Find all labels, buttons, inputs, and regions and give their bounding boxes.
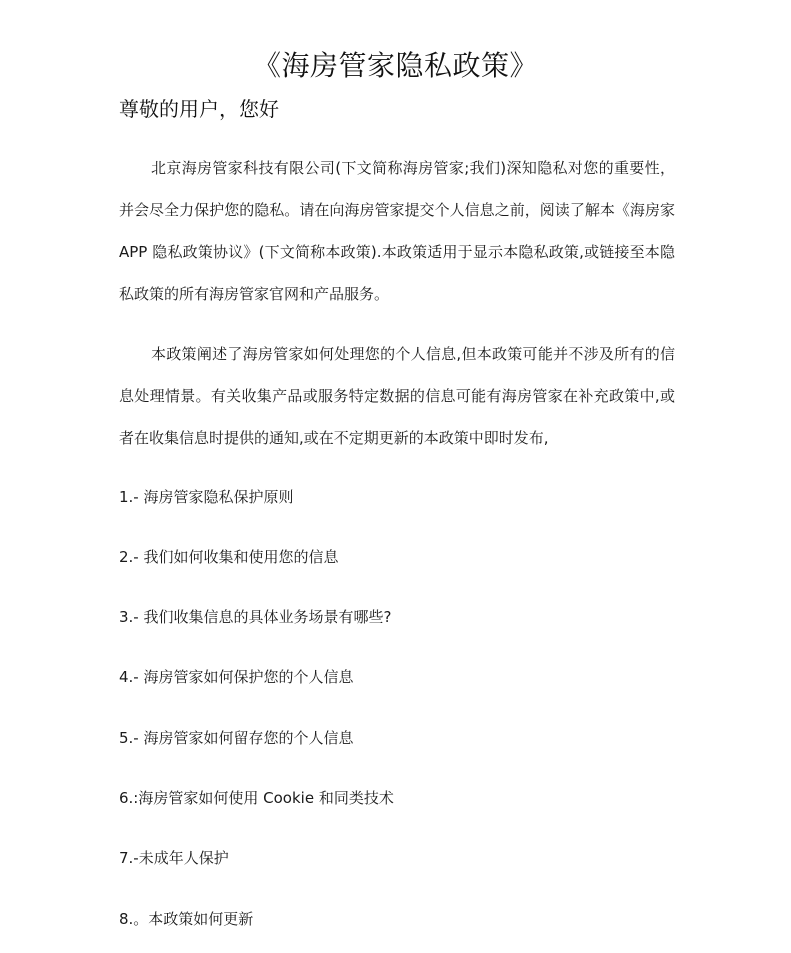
- intro-paragraph: 北京海房管家科技有限公司(下文简称海房管家;我们)深知隐私对您的重要性，并会尽全力保护您的隐私。请在向海房管家提交个人信息之前，阅读了解本《海房家 APP 隐私政策协议》(下文简称本政策).本政策适用于显示本隐私政策,或链接至本隐私政策的所有海房管家官网和产品服务。: [119, 159, 675, 303]
- scope-paragraph: 本政策阐述了海房管家如何处理您的个人信息,但本政策可能并不涉及所有的信息处理情景。有关收集产品或服务特定数据的信息可能有海房管家在补充政策中,或者在收集信息时提供的通知,或在不定期更新的本政策中即时发布,: [119, 345, 675, 447]
- page-title: 《海房管家隐私政策》: [252, 49, 538, 82]
- greeting-heading: 尊敬的用户，您好: [119, 97, 279, 121]
- section-item-4[interactable]: 4.- 海房管家如何保护您的个人信息: [119, 668, 354, 686]
- section-item-7[interactable]: 7.-未成年人保护: [119, 849, 229, 867]
- section-item-6[interactable]: 6.:海房管家如何使用 Cookie 和同类技术: [119, 789, 394, 807]
- section-item-1[interactable]: 1.- 海房管家隐私保护原则: [119, 488, 294, 506]
- section-item-3[interactable]: 3.- 我们收集信息的具体业务场景有哪些?: [119, 608, 392, 626]
- section-item-8[interactable]: 8.。本政策如何更新: [119, 910, 254, 928]
- section-item-2[interactable]: 2.- 我们如何收集和使用您的信息: [119, 548, 339, 566]
- section-item-5[interactable]: 5.- 海房管家如何留存您的个人信息: [119, 729, 354, 747]
